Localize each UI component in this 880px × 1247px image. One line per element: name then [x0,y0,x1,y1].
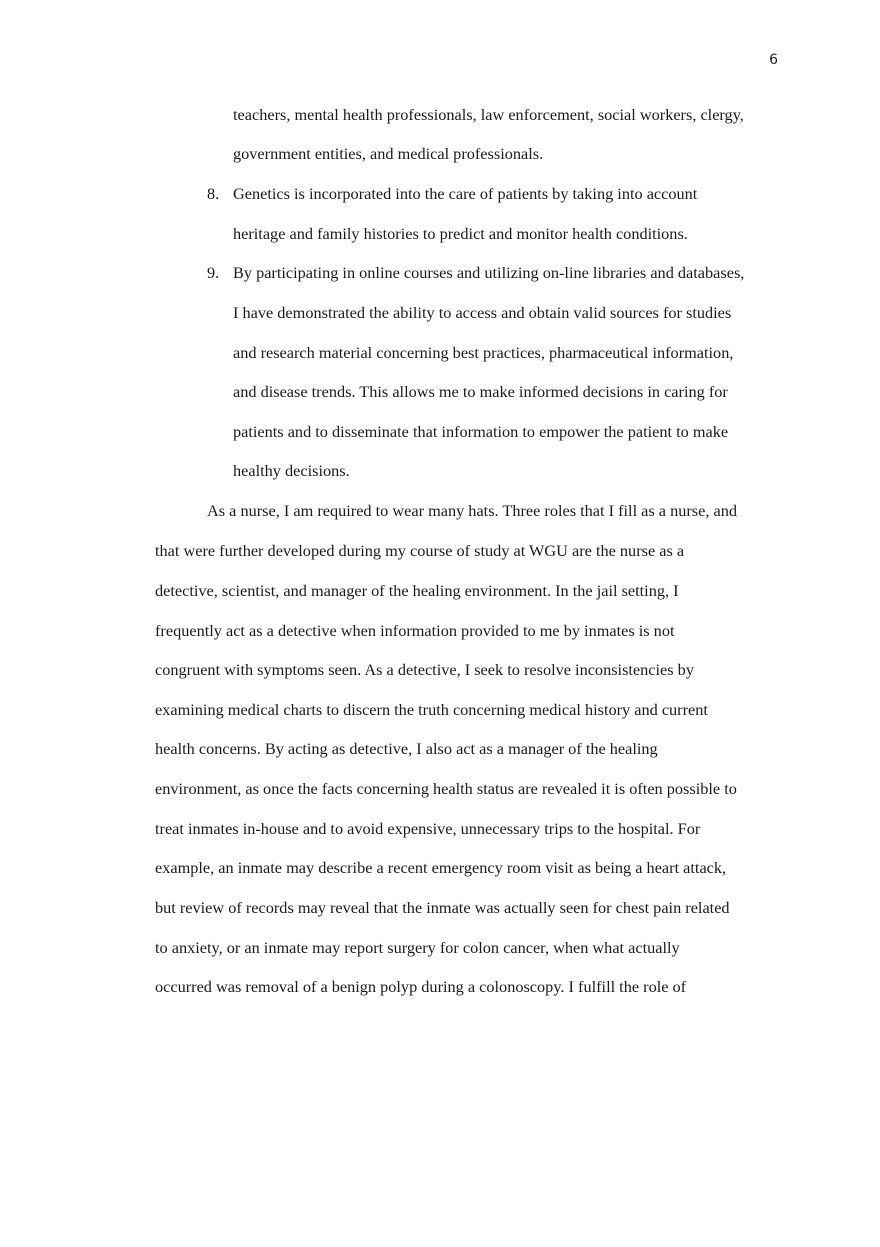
list-continuation-line: government entities, and medical professionals. [233,144,544,163]
paragraph-line: example, an inmate may describe a recent emergency room visit as being a heart attack, [155,858,727,877]
list-item-number: 8. [207,184,220,203]
list-item-line: By participating in online courses and utilizing on-line libraries and databases, [233,263,745,282]
list-item-line: and research material concerning best practices, pharmaceutical information, [233,343,734,362]
paragraph-line: examining medical charts to discern the truth concerning medical history and current [155,700,708,719]
paragraph-line: congruent with symptoms seen. As a detective, I seek to resolve inconsistencies by [155,660,694,679]
paragraph-line: that were further developed during my course of study at WGU are the nurse as a [155,541,685,560]
paragraph-line: occurred was removal of a benign polyp during a colonoscopy. I fulfill the role of [155,977,687,996]
paragraph-line: As a nurse, I am required to wear many hats. Three roles that I fill as a nurse, and [207,501,738,520]
paragraph-line: but review of records may reveal that the inmate was actually seen for chest pain related [155,898,730,917]
list-continuation-line: teachers, mental health professionals, law enforcement, social workers, clergy, [233,105,744,124]
list-item-number: 9. [207,263,220,282]
paragraph-line: treat inmates in-house and to avoid expensive, unnecessary trips to the hospital. For [155,819,701,838]
list-item-line: I have demonstrated the ability to access and obtain valid sources for studies [233,303,732,322]
paragraph-line: frequently act as a detective when information provided to me by inmates is not [155,621,675,640]
list-item-line: Genetics is incorporated into the care of patients by taking into account [233,184,698,203]
list-item-line: heritage and family histories to predict and monitor health conditions. [233,224,688,243]
paragraph-line: to anxiety, or an inmate may report surgery for colon cancer, when what actually [155,938,680,957]
paragraph-line: detective, scientist, and manager of the healing environment. In the jail setting, I [155,581,679,600]
page-number: 6 [769,52,778,68]
paragraph-line: environment, as once the facts concerning health status are revealed it is often possible to [155,779,737,798]
paragraph-line: health concerns. By acting as detective, I also act as a manager of the healing [155,739,658,758]
list-item-line: patients and to disseminate that information to empower the patient to make [233,422,729,441]
list-item-line: healthy decisions. [233,461,350,480]
list-item-line: and disease trends. This allows me to make informed decisions in caring for [233,382,728,401]
